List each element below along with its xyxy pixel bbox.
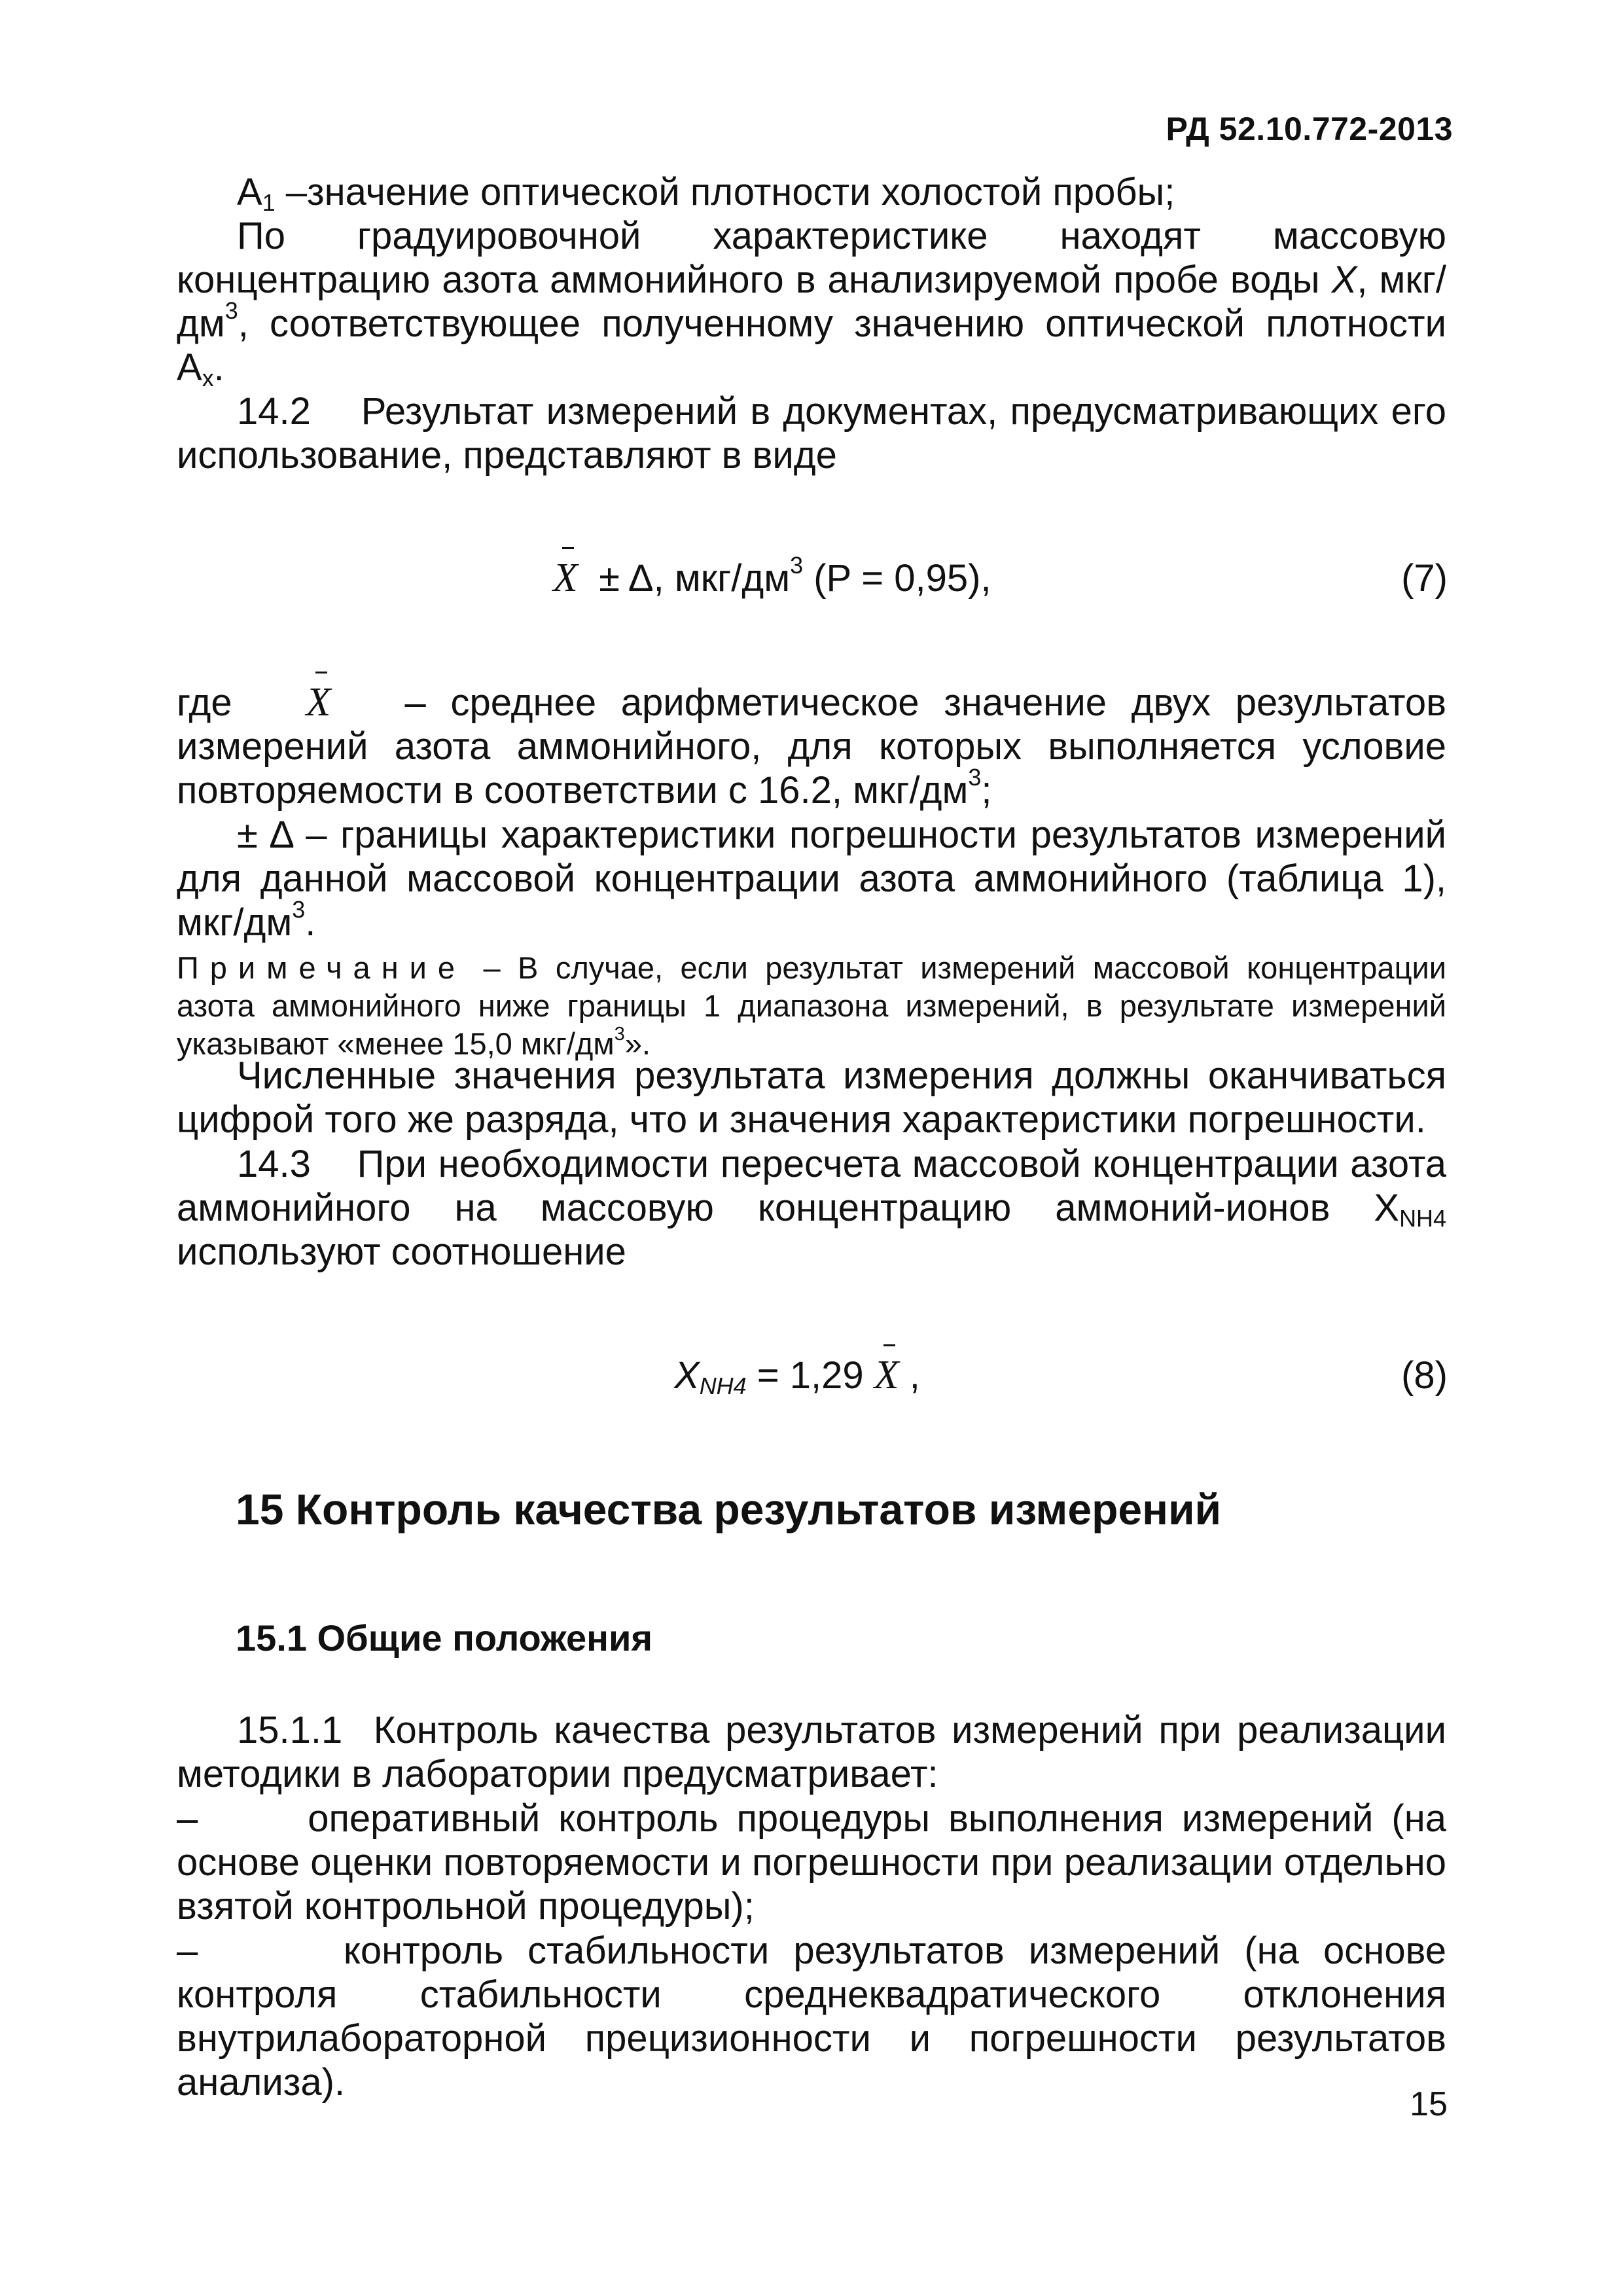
page-number: 15 — [1410, 2085, 1448, 2123]
list-item-text: контроль стабильности результатов измерений (на основе контроля стабильности среднеквадратического отклонения внутрилабораторной прецизионности и погрешности результатов анализа). — [177, 1929, 1446, 2104]
paragraph-15-1-1 — [177, 1708, 1446, 1796]
equation-number-8: (8) — [1401, 1354, 1448, 1397]
a1-subscript: 1 — [262, 188, 276, 216]
where-end: ; — [981, 769, 992, 812]
paragraph-delta — [177, 813, 1446, 944]
a1-symbol: А — [237, 171, 262, 213]
x-symbol: X — [674, 1354, 700, 1397]
equation-number-7: (7) — [1401, 557, 1448, 600]
a1-text: –значение оптической плотности холостой пробы; — [275, 171, 1175, 213]
formula-text: = 1,29 — [746, 1354, 874, 1397]
formula-7 — [553, 552, 991, 600]
numeric-text: Численные значения результата измерения должны оканчиваться цифрой того же разряда, что и значения характеристики погрешности. — [177, 1054, 1446, 1141]
list-item-text: оперативный контроль процедуры выполнения измерений (на основе оценки повторяемости и погрешности при реализации отдельно взятой контрольной процедуры); — [177, 1797, 1446, 1928]
subscript: NH4 — [1399, 1204, 1446, 1232]
document-code: РД 52.10.772-2013 — [1166, 111, 1453, 147]
superscript: 3 — [790, 552, 804, 579]
subscript: х — [202, 364, 214, 391]
clause-text: При необходимости пересчета массовой концентрации азота аммонийного на массовую концентрацию аммоний-ионов X — [177, 1143, 1446, 1229]
paragraph-calibration — [177, 214, 1446, 389]
clause-number: 14.2 — [237, 390, 311, 433]
paragraph-a1 — [177, 170, 1446, 214]
note-label: Примечание — [177, 950, 467, 985]
calibration-end: . — [213, 346, 224, 389]
list-item — [177, 1797, 1446, 1928]
where-lead: где — [177, 681, 257, 724]
paragraph-14-3 — [177, 1142, 1446, 1274]
calibration-text-3: , соответствующее полученному значению оптической плотности А — [177, 302, 1446, 389]
superscript: 3 — [968, 764, 982, 791]
clause-text-2: используют соотношение — [177, 1230, 626, 1273]
variable-x: X — [1331, 259, 1357, 301]
paragraph-numeric-values — [177, 1054, 1446, 1141]
note — [177, 949, 1446, 1063]
clause-number: 14.3 — [237, 1143, 311, 1185]
clause-number: 15.1.1 — [237, 1709, 343, 1751]
calibration-text-1: По градуировочной характеристике находят массовую концентрацию азота аммонийного в анализируемой пробе воды — [177, 215, 1446, 301]
superscript: 3 — [292, 896, 306, 924]
subsection-heading-15-1: 15.1 Общие положения — [236, 1617, 653, 1659]
x-bar-symbol: X — [553, 556, 578, 600]
section-heading-15: 15 Контроль качества результатов измерений — [236, 1485, 1222, 1534]
formula-8 — [674, 1354, 920, 1397]
calibration-text-2: , мкг/дм — [177, 259, 1446, 345]
superscript: 3 — [224, 297, 238, 325]
paragraph-14-2 — [177, 389, 1446, 477]
note-text: – В случае, если результат измерений массовой концентрации азота аммонийного ниже границы 1 диапазона измерений, в результате измерений указывают «менее 15,0 мкг/дм — [177, 950, 1446, 1061]
superscript: 3 — [614, 1024, 625, 1045]
formula-tail: , — [899, 1354, 920, 1397]
clause-text: Контроль качества результатов измерений при реализации методики в лаборатории предусматривает: — [177, 1709, 1446, 1795]
delta-end: . — [305, 901, 316, 944]
formula-tail: (P = 0,95), — [803, 557, 991, 600]
delta-text: ± Δ – границы характеристики погрешности результатов измерений для данной массовой концентрации азота аммонийного (таблица 1), мкг/дм — [177, 814, 1446, 944]
x-bar-symbol: X — [874, 1353, 899, 1397]
where-text: – среднее арифметическое значение двух результатов измерений азота аммонийного, для которых выполняется условие повторяемости в соответствии с 16.2, мкг/дм — [177, 681, 1447, 812]
dash-bullet: – — [177, 1797, 198, 1840]
subscript: NH4 — [699, 1372, 747, 1399]
formula-text: ± Δ, мкг/дм — [588, 557, 791, 600]
x-bar-symbol: X — [306, 680, 331, 725]
list-item — [177, 1929, 1446, 2104]
note-end: ». — [624, 1026, 651, 1061]
clause-text: Результат измерений в документах, предусматривающих его использование, представляют в виде — [177, 390, 1446, 476]
paragraph-where — [177, 681, 1446, 812]
dash-bullet: – — [177, 1929, 198, 1972]
